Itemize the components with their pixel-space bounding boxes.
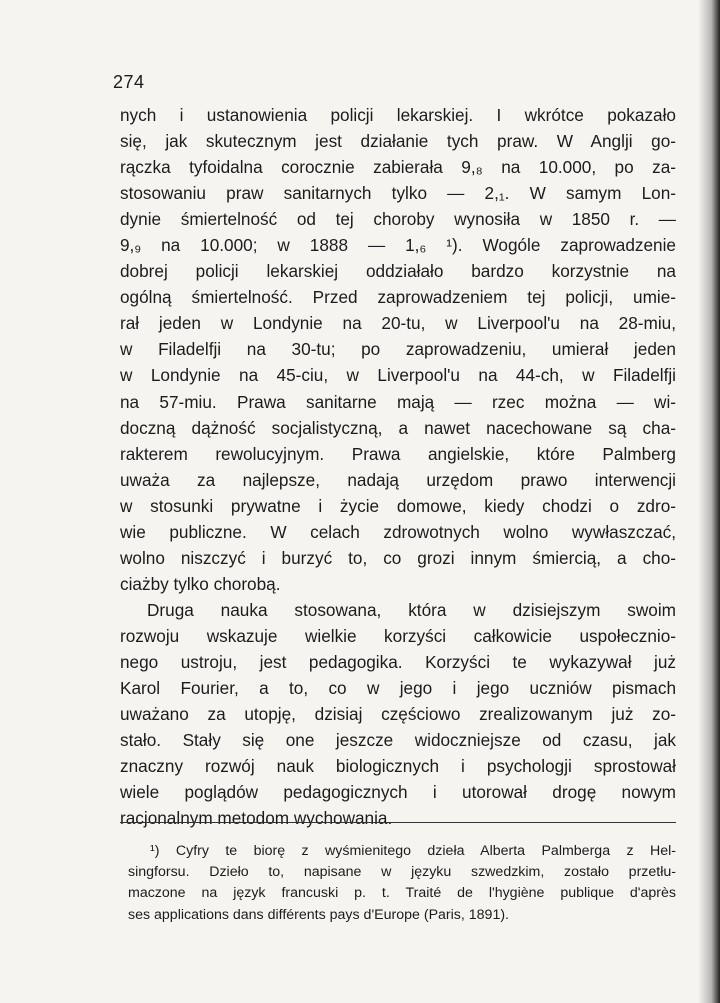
- text-line: uważa za najlepsze, nadają urzędom prawo interwencji: [120, 469, 676, 490]
- text-line: nego ustroju, jest pedagogika. Korzyści te wykazywał już: [120, 651, 676, 672]
- text-line: rał jeden w Londynie na 20-tu, w Liverpool'u na 28-miu,: [120, 313, 676, 334]
- page-number: 274: [113, 72, 145, 92]
- text-line: 9,₉ na 10.000; w 1888 — 1,₆ ¹). Wogóle zaprowadzenie: [120, 235, 676, 256]
- text-line: znaczny rozwój nauk biologicznych i psychologji sprostował: [120, 756, 676, 777]
- text-line: się, jak skutecznym jest działanie tych praw. W Anglji go-: [120, 131, 676, 152]
- text-line: ogólną śmiertelność. Przed zaprowadzeniem tej policji, umie-: [120, 287, 676, 308]
- text-line: rozwoju wskazuje wielkie korzyści całkowicie uspołecznio-: [120, 625, 676, 646]
- main-text: [120, 102, 676, 831]
- text-line: wiele poglądów pedagogicznych i utorował drogę nowym: [120, 782, 676, 803]
- text-line: dobrej policji lekarskiej oddziałało bardzo korzystnie na: [120, 261, 676, 282]
- text-line: wie publiczne. W celach zdrowotnych wolno wywłaszczać,: [120, 521, 676, 542]
- text-line: rakterem rewolucyjnym. Prawa angielskie, które Palmberg: [120, 443, 676, 464]
- text-line: w Filadelfji na 30-tu; po zaprowadzeniu, umierał jeden: [120, 339, 676, 360]
- text-line: ciażby tylko chorobą.: [120, 573, 281, 594]
- footnote: [128, 841, 676, 926]
- text-line: uważano za utopję, dzisiaj częściowo zrealizowanym już zo-: [120, 704, 676, 725]
- text-line: w Londynie na 45-ciu, w Liverpool'u na 44-ch, w Filadelfji: [120, 365, 676, 386]
- text-line: stało. Stały się one jeszcze widoczniejsze od czasu, jak: [120, 730, 676, 751]
- footnote-line: ¹) Cyfry te biorę z wyśmienitego dzieła Alberta Palmberga z Hel-: [150, 843, 676, 859]
- page-edge-shadow: [698, 0, 720, 1003]
- text-line: racjonalnym metodom wychowania.: [120, 808, 393, 829]
- footnote-line: ses applications dans différents pays d'Europe (Paris, 1891).: [128, 906, 509, 923]
- footnote-separator: [120, 822, 676, 823]
- text-line: rączka tyfoidalna corocznie zabierała 9,₈ na 10.000, po za-: [120, 157, 676, 178]
- text-line: doczną dążność socjalistyczną, a nawet nacechowane są cha-: [120, 417, 676, 438]
- text-line: Druga nauka stosowana, która w dzisiejszym swoim: [147, 599, 676, 620]
- text-line: Karol Fourier, a to, co w jego i jego uczniów pismach: [120, 678, 676, 699]
- text-line: dynie śmiertelność od tej choroby wynosiła w 1850 r. —: [120, 209, 676, 230]
- text-line: nych i ustanowienia policji lekarskiej. I wkrótce pokazało: [120, 105, 676, 125]
- text-line: wolno niszczyć i burzyć to, co grozi innym śmiercią, a cho-: [120, 547, 676, 568]
- text-line: na 57-miu. Prawa sanitarne mają — rzec można — wi-: [120, 391, 676, 412]
- text-line: w stosunki prywatne i życie domowe, kiedy chodzi o zdro-: [120, 495, 676, 516]
- footnote-line: singforsu. Dzieło to, napisane w języku szwedzkim, zostało przetłu-: [128, 864, 676, 881]
- footnote-line: maczone na język francuski p. t. Traité de l'hygiène publique d'après: [128, 885, 676, 902]
- text-line: stosowaniu praw sanitarnych tylko — 2,₁. W samym Lon-: [120, 183, 676, 204]
